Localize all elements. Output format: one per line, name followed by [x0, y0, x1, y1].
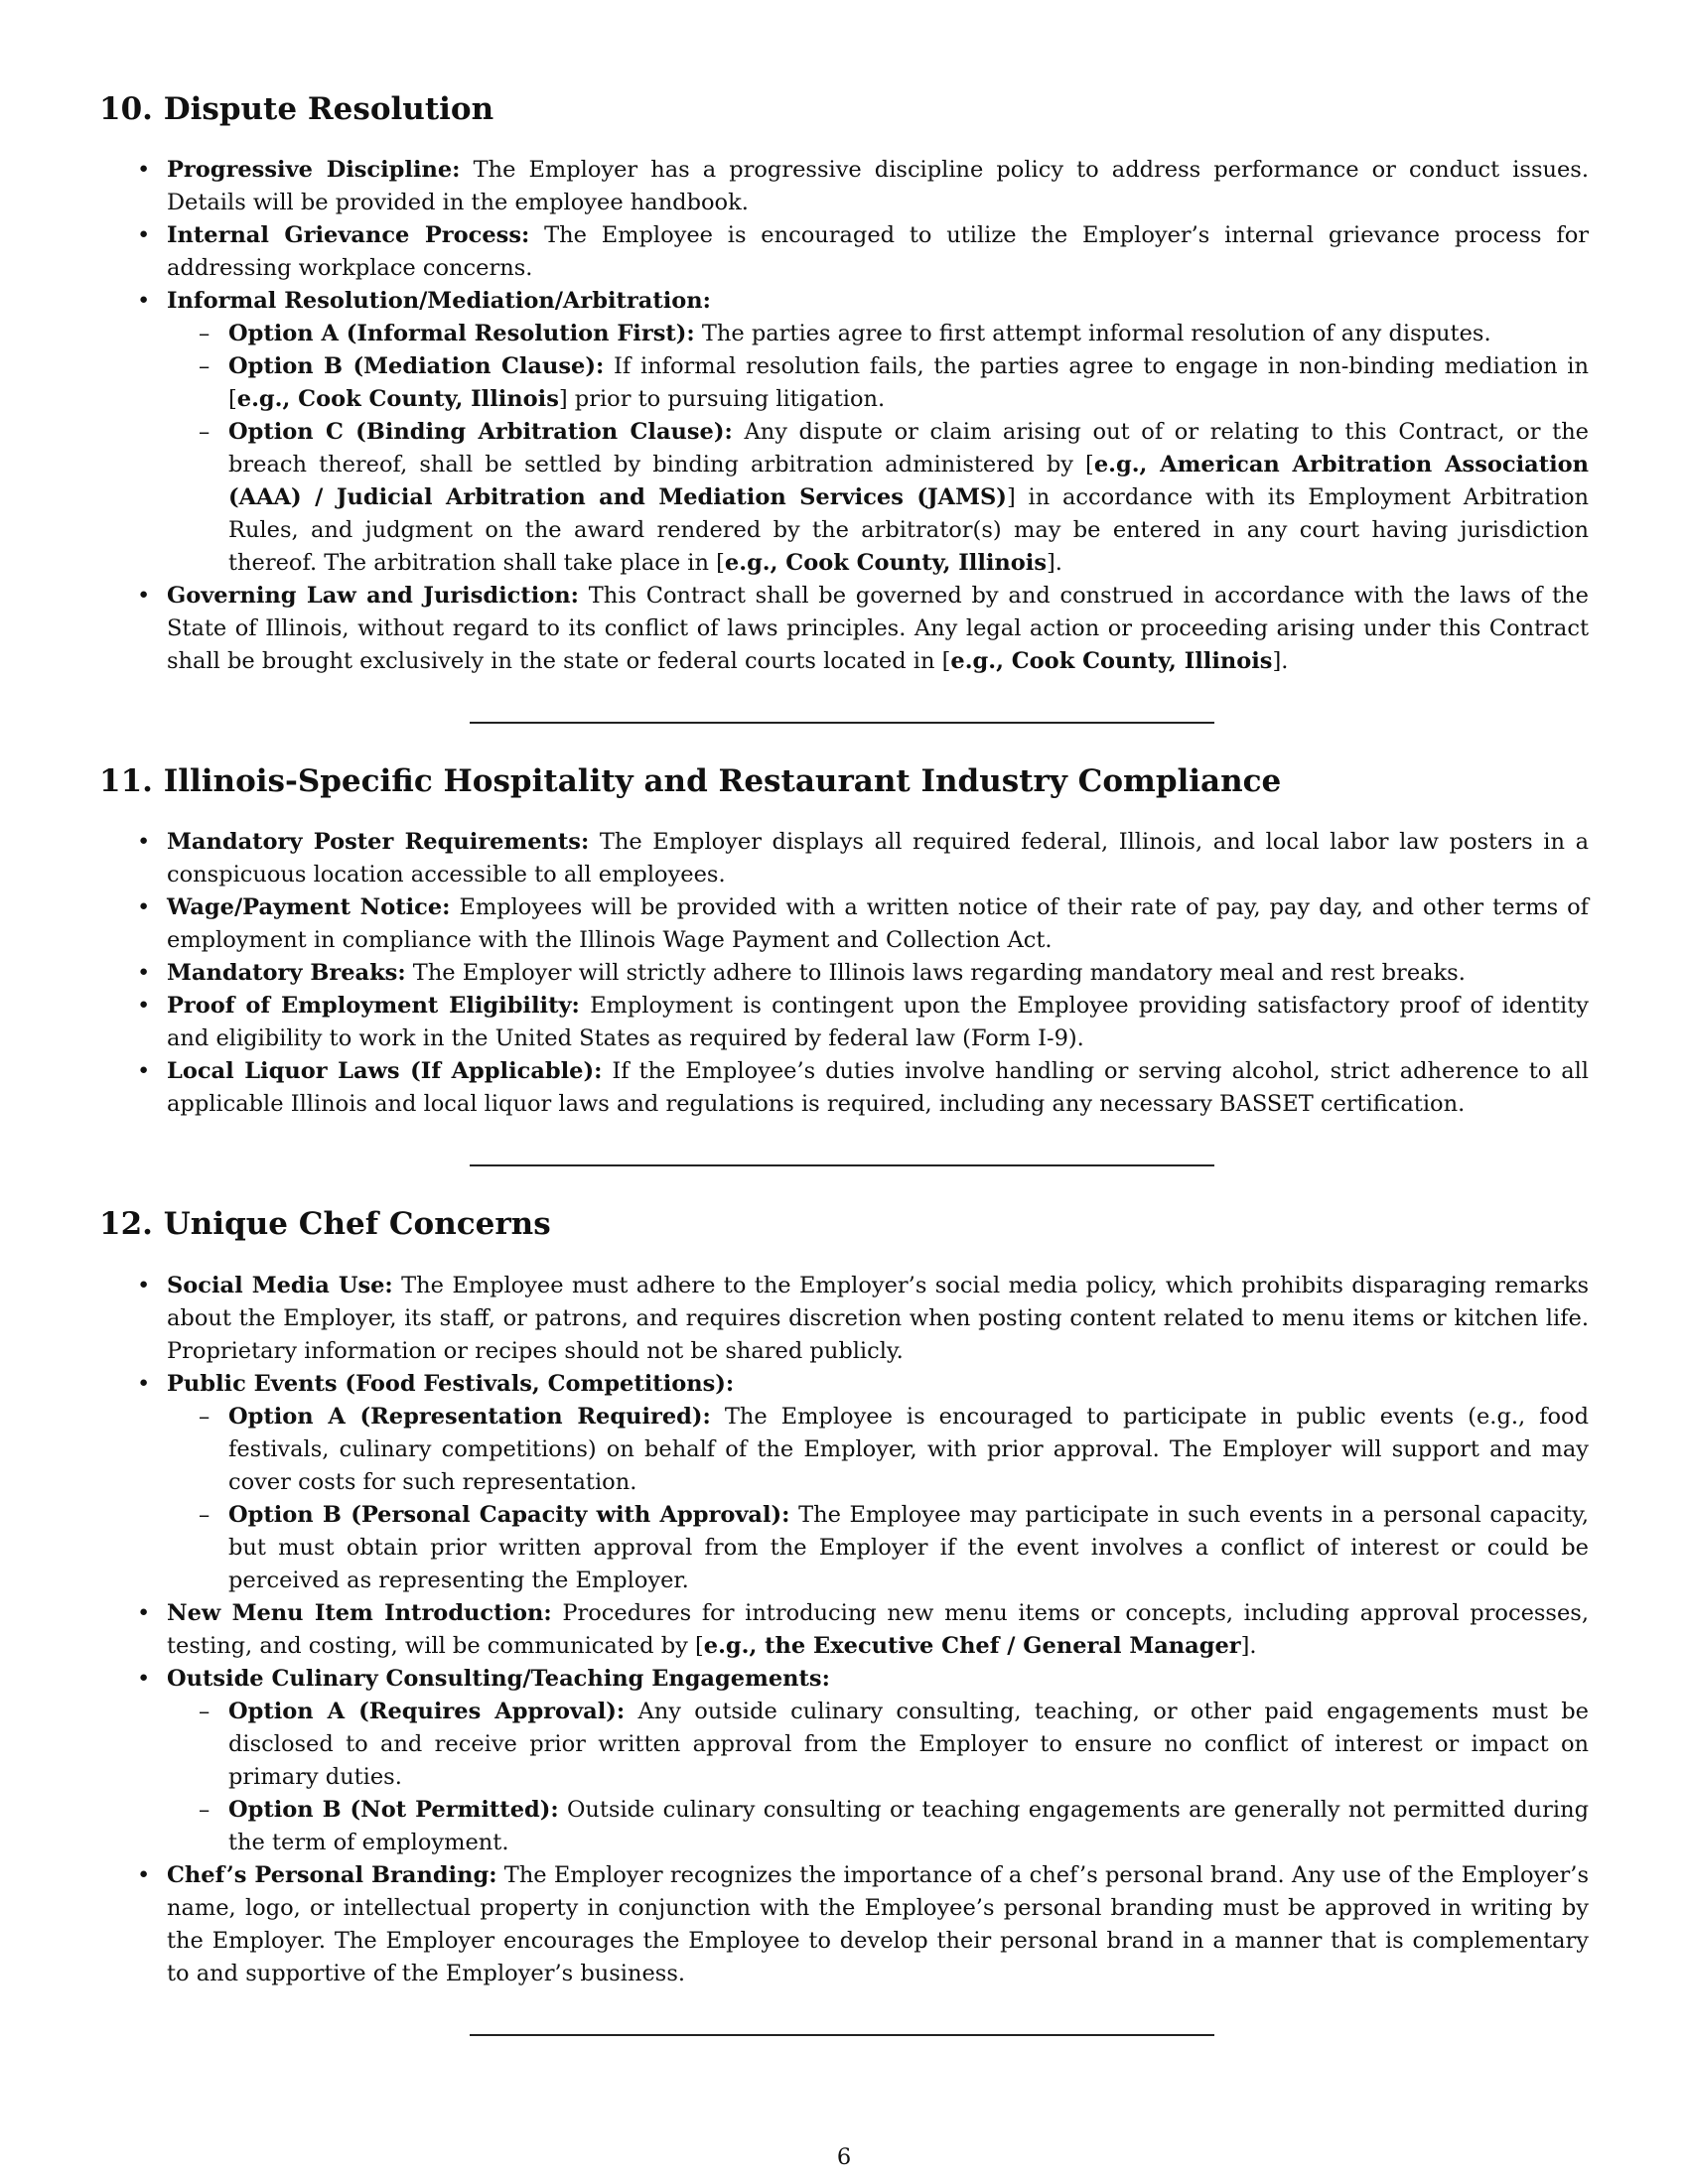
- item-label: Mandatory Breaks:: [167, 960, 406, 987]
- section-title: 12. Unique Chef Concerns: [99, 1206, 551, 1243]
- list-item: [99, 891, 1589, 957]
- horizontal-divider: [470, 722, 1214, 724]
- sub-item: [167, 1401, 1589, 1499]
- horizontal-divider: [470, 1164, 1214, 1166]
- placeholder-text: e.g., Cook County, Illinois: [724, 550, 1048, 577]
- option-label: Option A (Representation Required):: [228, 1403, 711, 1430]
- option-text: Any dispute or claim arising out of or relating to this Contract, or the breach thereof, shall be settled by binding arbitration administered by [: [228, 419, 1589, 478]
- option-text: Outside culinary consulting or teaching engagements are generally not permitted during the term of employment.: [228, 1796, 1589, 1855]
- sub-item: [167, 1696, 1589, 1794]
- list-item: [99, 580, 1589, 678]
- option-text: The Employee may participate in such events in a personal capacity, but must obtain prior written approval from the Employer if the event involves a conflict of interest or could be perceived as representing the Employer.: [228, 1501, 1589, 1593]
- item-text: If the Employee’s duties involve handling or serving alcohol, strict adherence to all applicable Illinois and local liquor laws and regulations is required, including any necessary BASSET certification.: [167, 1058, 1590, 1118]
- section-dispute-resolution: [99, 91, 1589, 678]
- sub-item: [167, 350, 1589, 416]
- option-text: If informal resolution fails, the parties agree to engage in non-binding mediation in [: [228, 353, 1589, 413]
- document-page: [99, 91, 1589, 2076]
- option-label: Option C (Binding Arbitration Clause):: [228, 419, 733, 446]
- item-label: Proof of Employment Eligibility:: [167, 993, 580, 1020]
- option-text: ] prior to pursuing litigation.: [558, 386, 886, 413]
- bullet-list: [99, 1270, 1589, 1990]
- sub-list: [167, 1696, 1589, 1859]
- section-title: 10. Dispute Resolution: [99, 91, 494, 127]
- list-item: [99, 285, 1589, 580]
- option-label: Option A (Informal Resolution First):: [228, 321, 695, 347]
- option-text: Any outside culinary consulting, teaching, or other paid engagements must be disclosed to and receive prior written approval from the Employer to ensure no conflict of interest or impact on primary duties.: [228, 1698, 1589, 1790]
- list-item: [99, 1055, 1589, 1121]
- placeholder-text: e.g., American Arbitration Association (AAA) / Judicial Arbitration and Mediation Services (JAMS): [228, 452, 1589, 511]
- item-text: Employment is contingent upon the Employee providing satisfactory proof of identity and eligibility to work in the United States as required by federal law (Form I-9).: [167, 993, 1589, 1052]
- list-item: [99, 154, 1589, 219]
- option-text: ].: [1047, 550, 1062, 577]
- item-text: Procedures for introducing new menu items or concepts, including approval processes, testing, and costing, will be communicated by [: [167, 1599, 1589, 1659]
- list-item: [99, 957, 1589, 990]
- sub-item: [167, 1794, 1589, 1859]
- sub-item: [167, 318, 1589, 350]
- item-text: Employees will be provided with a written notice of their rate of pay, pay day, and other terms of employment in compliance with the Illinois Wage Payment and Collection Act.: [167, 894, 1589, 954]
- item-text: The Employer displays all required federal, Illinois, and local labor law posters in a conspicuous location accessible to all employees.: [167, 829, 1589, 888]
- bullet-list: [99, 154, 1589, 678]
- option-label: Option A (Requires Approval):: [228, 1698, 626, 1724]
- list-item: [99, 1597, 1589, 1663]
- option-text: The parties agree to first attempt informal resolution of any disputes.: [694, 321, 1491, 347]
- item-label: Local Liquor Laws (If Applicable):: [167, 1058, 603, 1085]
- list-item: [99, 1859, 1589, 1990]
- page-number: 6: [836, 2144, 852, 2170]
- section-unique-chef-concerns: [99, 1206, 1589, 1989]
- sub-item: [167, 416, 1589, 580]
- list-item: [99, 826, 1589, 891]
- item-label: Chef’s Personal Branding:: [167, 1861, 497, 1888]
- section-illinois-compliance: [99, 763, 1589, 1121]
- placeholder-text: e.g., Cook County, Illinois: [950, 648, 1273, 675]
- placeholder-text: e.g., Cook County, Illinois: [236, 386, 559, 413]
- list-item: [99, 990, 1589, 1055]
- horizontal-divider: [470, 2034, 1214, 2036]
- list-item: [99, 1663, 1589, 1859]
- placeholder-text: e.g., the Executive Chef / General Manager: [703, 1632, 1241, 1659]
- option-text: ] in accordance with its Employment Arbitration Rules, and judgment on the award rendered by the arbitrator(s) may be entered in any court having jurisdiction thereof. The arbitration shall take place in [: [228, 484, 1589, 577]
- list-item: [99, 1368, 1589, 1597]
- section-title: 11. Illinois-Specific Hospitality and Restaurant Industry Compliance: [99, 763, 1282, 800]
- item-label: New Menu Item Introduction:: [167, 1599, 552, 1626]
- item-text: The Employer has a progressive discipline policy to address performance or conduct issues. Details will be provided in the employee handbook.: [167, 157, 1589, 216]
- item-text: The Employer recognizes the importance of a chef’s personal brand. Any use of the Employer’s name, logo, or intellectual property in conjunction with the Employee’s personal branding must be approved in writing by the Employer. The Employer encourages the Employee to develop their personal brand in a manner that is complementary to and supportive of the Employer’s business.: [167, 1861, 1590, 1986]
- item-text: ].: [1272, 648, 1289, 675]
- item-label: Internal Grievance Process:: [167, 222, 530, 249]
- item-label: Informal Resolution/Mediation/Arbitration:: [167, 288, 711, 315]
- sub-item: [167, 1499, 1589, 1597]
- item-label: Public Events (Food Festivals, Competitions):: [167, 1370, 735, 1397]
- option-label: Option B (Mediation Clause):: [228, 353, 605, 380]
- bullet-list: [99, 826, 1589, 1121]
- item-label: Outside Culinary Consulting/Teaching Engagements:: [167, 1665, 830, 1692]
- item-label: Social Media Use:: [167, 1272, 393, 1298]
- item-text: The Employee must adhere to the Employer’s social media policy, which prohibits disparaging remarks about the Employer, its staff, or patrons, and requires discretion when posting content related to menu items or kitchen life. Proprietary information or recipes should not be shared publicly.: [167, 1272, 1590, 1364]
- item-text: The Employer will strictly adhere to Illinois laws regarding mandatory meal and rest breaks.: [405, 960, 1466, 987]
- item-text: This Contract shall be governed by and construed in accordance with the laws of the State of Illinois, without regard to its conflict of laws principles. Any legal action or proceeding arising under this Contract shall be brought exclusively in the state or federal courts located in [: [167, 583, 1589, 675]
- item-label: Wage/Payment Notice:: [167, 894, 451, 921]
- item-text: The Employee is encouraged to utilize the Employer’s internal grievance process for addressing workplace concerns.: [167, 222, 1589, 282]
- list-item: [99, 1270, 1589, 1368]
- item-label: Mandatory Poster Requirements:: [167, 829, 590, 856]
- option-text: The Employee is encouraged to participate in public events (e.g., food festivals, culinary competitions) on behalf of the Employer, with prior approval. The Employer will support and may cover costs for such representation.: [228, 1403, 1589, 1495]
- list-item: [99, 219, 1589, 285]
- item-label: Governing Law and Jurisdiction:: [167, 583, 579, 610]
- item-label: Progressive Discipline:: [167, 157, 461, 184]
- item-text: ].: [1240, 1632, 1257, 1659]
- sub-list: [167, 1401, 1589, 1597]
- option-label: Option B (Not Permitted):: [228, 1796, 559, 1823]
- sub-list: [167, 318, 1589, 580]
- option-label: Option B (Personal Capacity with Approval):: [228, 1501, 790, 1528]
